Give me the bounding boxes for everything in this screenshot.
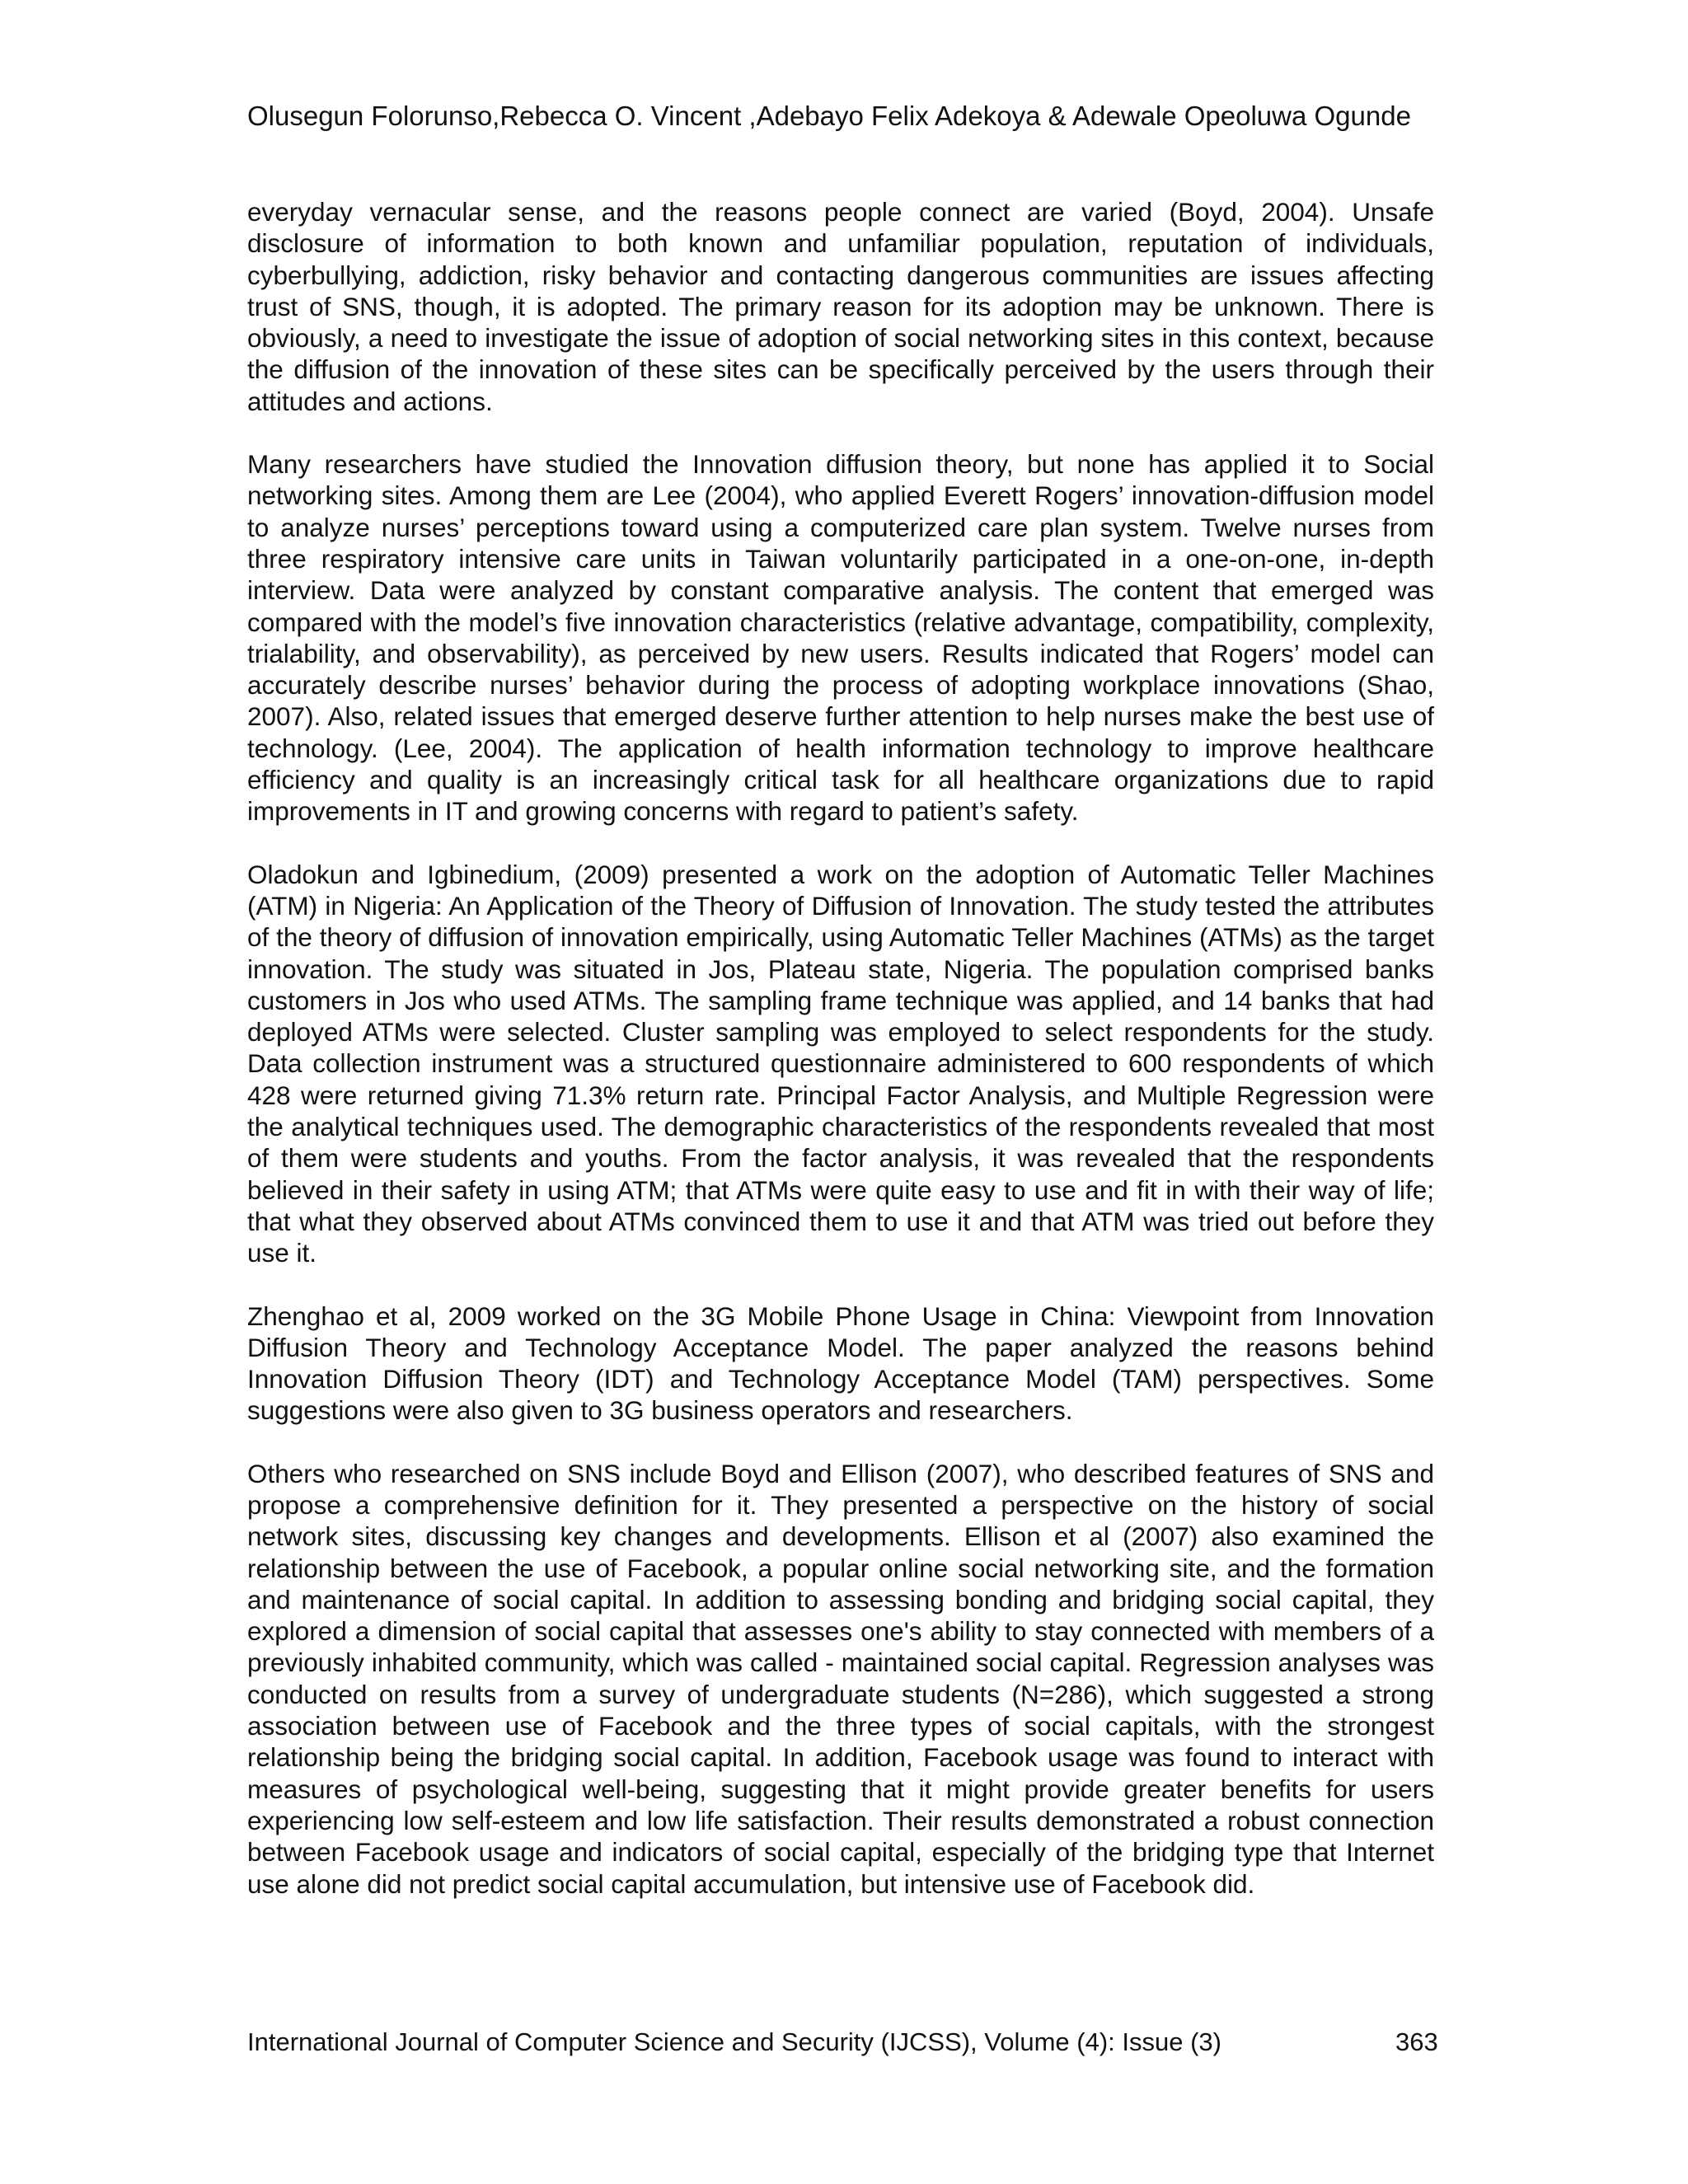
paragraph-atm-nigeria: Oladokun and Igbinedium, (2009) presented a work on the adoption of Automatic Teller Machines (ATM) in Nigeria: An Application of the Theory of Diffusion of Innovation. The study tested the attributes of the theory of diffusion of innovation empirically, using Automatic Teller Machines (ATMs) as the target innovation. The study was situated in Jos, Plateau state, Nigeria. The population comprised banks customers in Jos who used ATMs. The sampling frame technique was applied, and 14 banks that had deployed ATMs were selected. Cluster sampling was employed to select respondents for the study. Data collection instrument was a structured questionnaire administered to 600 respondents of which 428 were returned giving 71.3% return rate. Principal Factor Analysis, and Multiple Regression were the analytical techniques used. The demographic characteristics of the respondents revealed that most of them were students and youths. From the factor analysis, it was revealed that the respondents believed in their safety in using ATM; that ATMs were quite easy to use and fit in with their way of life; that what they observed about ATMs convinced them to use it and that ATM was tried out before they use it. bbox=[247, 859, 1434, 1268]
article-body bbox=[247, 196, 1434, 1931]
footer-page-number: 363 bbox=[1395, 2027, 1438, 2056]
running-header-authors: Olusegun Folorunso,Rebecca O. Vincent ,Adebayo Felix Adekoya & Adewale Opeoluwa Ogunde bbox=[247, 101, 1411, 131]
paragraph-facebook-social-capital: Others who researched on SNS include Boyd and Ellison (2007), who described features of SNS and propose a comprehensive definition for it. They presented a perspective on the history of social network sites, discussing key changes and developments. Ellison et al (2007) also examined the relationship between the use of Facebook, a popular online social networking site, and the formation and maintenance of social capital. In addition to assessing bonding and bridging social capital, they explored a dimension of social capital that assesses one's ability to stay connected with members of a previously inhabited community, which was called - maintained social capital. Regression analyses was conducted on results from a survey of undergraduate students (N=286), which suggested a strong association between use of Facebook and the three types of social capitals, with the strongest relationship being the bridging social capital. In addition, Facebook usage was found to interact with measures of psychological well-being, suggesting that it might provide greater benefits for users experiencing low self-esteem and low life satisfaction. Their results demonstrated a robust connection between Facebook usage and indicators of social capital, especially of the bridging type that Internet use alone did not predict social capital accumulation, but intensive use of Facebook did. bbox=[247, 1458, 1434, 1899]
footer-journal-title: International Journal of Computer Science and Security (IJCSS), Volume (4): Issue (3) bbox=[247, 2027, 1221, 2056]
paragraph-3g-china: Zhenghao et al, 2009 worked on the 3G Mobile Phone Usage in China: Viewpoint from Innovation Diffusion Theory and Technology Acceptance Model. The paper analyzed the reasons behind Innovation Diffusion Theory (IDT) and Technology Acceptance Model (TAM) perspectives. Some suggestions were also given to 3G business operators and researchers. bbox=[247, 1301, 1434, 1426]
paragraph-innovation-diffusion-nurses: Many researchers have studied the Innovation diffusion theory, but none has applied it to Social networking sites. Among them are Lee (2004), who applied Everett Rogers’ innovation-diffusion model to analyze nurses’ perceptions toward using a computerized care plan system. Twelve nurses from three respiratory intensive care units in Taiwan voluntarily participated in a one-on-one, in-depth interview. Data were analyzed by constant comparative analysis. The content that emerged was compared with the model’s five innovation characteristics (relative advantage, compatibility, complexity, trialability, and observability), as perceived by new users. Results indicated that Rogers’ model can accurately describe nurses’ behavior during the process of adopting workplace innovations (Shao, 2007). Also, related issues that emerged deserve further attention to help nurses make the best use of technology. (Lee, 2004). The application of health information technology to improve healthcare efficiency and quality is an increasingly critical task for all healthcare organizations due to rapid improvements in IT and growing concerns with regard to patient’s safety. bbox=[247, 449, 1434, 827]
paragraph-sns-trust: everyday vernacular sense, and the reasons people connect are varied (Boyd, 2004). Unsafe disclosure of information to both known and unfamiliar population, reputation of individuals, cyberbullying, addiction, risky behavior and contacting dangerous communities are issues affecting trust of SNS, though, it is adopted. The primary reason for its adoption may be unknown. There is obviously, a need to investigate the issue of adoption of social networking sites in this context, because the diffusion of the innovation of these sites can be specifically perceived by the users through their attitudes and actions. bbox=[247, 197, 1434, 416]
